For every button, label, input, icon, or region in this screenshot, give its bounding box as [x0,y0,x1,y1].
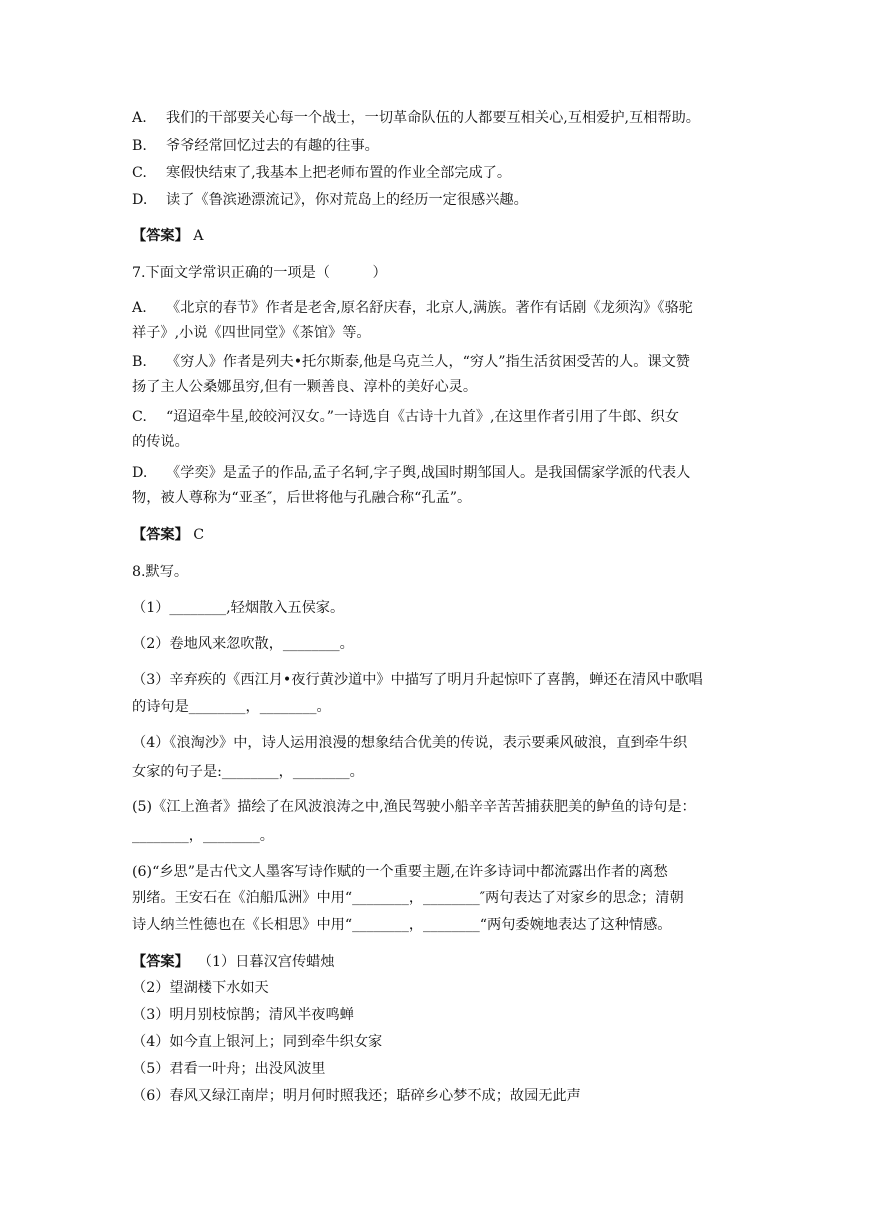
q8-answer: 【答案】 （1）日暮汉宫传蜡烛 [132,954,335,970]
q8-answer-line-4: （4）如今直上银河上；同到牵牛织女家 [132,1034,383,1050]
q8-item-4-line2: 女家的句子是:________，________。 [132,764,364,780]
q6-option-b: B. 爷爷经常回忆过去的有趣的往事。 [132,138,379,154]
q6-option-a: A. 我们的干部要关心每一个战士，一切革命队伍的人都要互相关心,互相爱护,互相帮助。 [132,110,700,126]
q8-item-6-line1: (6)“乡思”是古代文人墨客写诗作赋的一个重要主题,在许多诗词中都流露出作者的离愁 [132,864,668,880]
q8-item-3-line1: （3）辛弃疾的《西江月•夜行黄沙道中》中描写了明月升起惊吓了喜鹊，蝉还在清风中歌唱 [132,672,703,688]
q8-item-6-line2: 别绪。王安石在《泊船瓜洲》中用“________，________″两句表达了对家乡的思念；清朝 [132,890,684,906]
q8-item-6-line3: 诗人纳兰性德也在《长相思》中用“________，________“两句委婉地表达了这种情感。 [132,917,672,933]
q7-option-b-line1: B. 《穷人》作者是列夫•托尔斯泰,他是乌克兰人，“穷人”指生活贫困受苦的人。课文赞 [132,354,690,370]
q7-option-d-line1: D. 《学奕》是孟子的作品,孟子名轲,字子舆,战国时期邹国人。是我国儒家学派的代表人 [132,465,691,481]
q8-answer-line-2: （2）望湖楼下水如天 [132,980,269,996]
q8-item-2: （2）卷地风来忽吹散，________。 [132,636,354,652]
q6-answer: 【答案】 A [132,228,204,244]
q8-stem: 8.默写。 [132,564,189,580]
q7-option-c-line2: 的传说。 [132,434,189,450]
q7-option-b-line2: 扬了主人公桑娜虽穷,但有一颗善良、淳朴的美好心灵。 [132,379,478,395]
q8-item-1: （1）________,轻烟散入五侯家。 [132,600,345,616]
q7-option-a-line1: A. 《北京的春节》作者是老舍,原名舒庆春，北京人,满族。著作有话剧《龙须沟》《骆驼 [132,300,693,316]
q7-option-c-line1: C. “迢迢牵牛星,皎皎河汉女。”一诗选自《古诗十九首》,在这里作者引用了牛郎、织女 [132,409,679,425]
q8-item-3-line2: 的诗句是________，________。 [132,699,331,715]
q8-item-5-line1: (5)《江上渔者》描绘了在风波浪涛之中,渔民驾驶小船辛辛苦苦捕获肥美的鲈鱼的诗句是： [132,799,696,815]
q7-answer: 【答案】 C [132,527,205,543]
q7-stem: 7.下面文学常识正确的一项是（ ） [132,265,387,281]
q8-answer-line-3: （3）明月别枝惊鹊；清风半夜鸣蝉 [132,1007,354,1023]
q8-item-4-line1: （4）《浪淘沙》中，诗人运用浪漫的想象结合优美的传说，表示要乘风破浪，直到牵牛织 [132,735,688,751]
q8-answer-line-6: （6）春风又绿江南岸；明月何时照我还；聒碎乡心梦不成；故园无此声 [132,1088,581,1104]
q7-option-d-line2: 物，被人尊称为“亚圣″，后世将他与孔融合称“孔孟”。 [132,490,472,506]
q8-answer-line-5: （5）君看一叶舟；出没风波里 [132,1061,326,1077]
q7-option-a-line2: 祥子》,小说《四世同堂》《茶馆》等。 [132,325,371,341]
q8-item-5-line2: ________，________。 [132,828,274,844]
q6-option-c: C. 寒假快结束了,我基本上把老师布置的作业全部完成了。 [132,165,512,181]
q6-option-d: D. 读了《鲁滨逊漂流记》，你对荒岛上的经历一定很感兴趣。 [132,192,528,208]
